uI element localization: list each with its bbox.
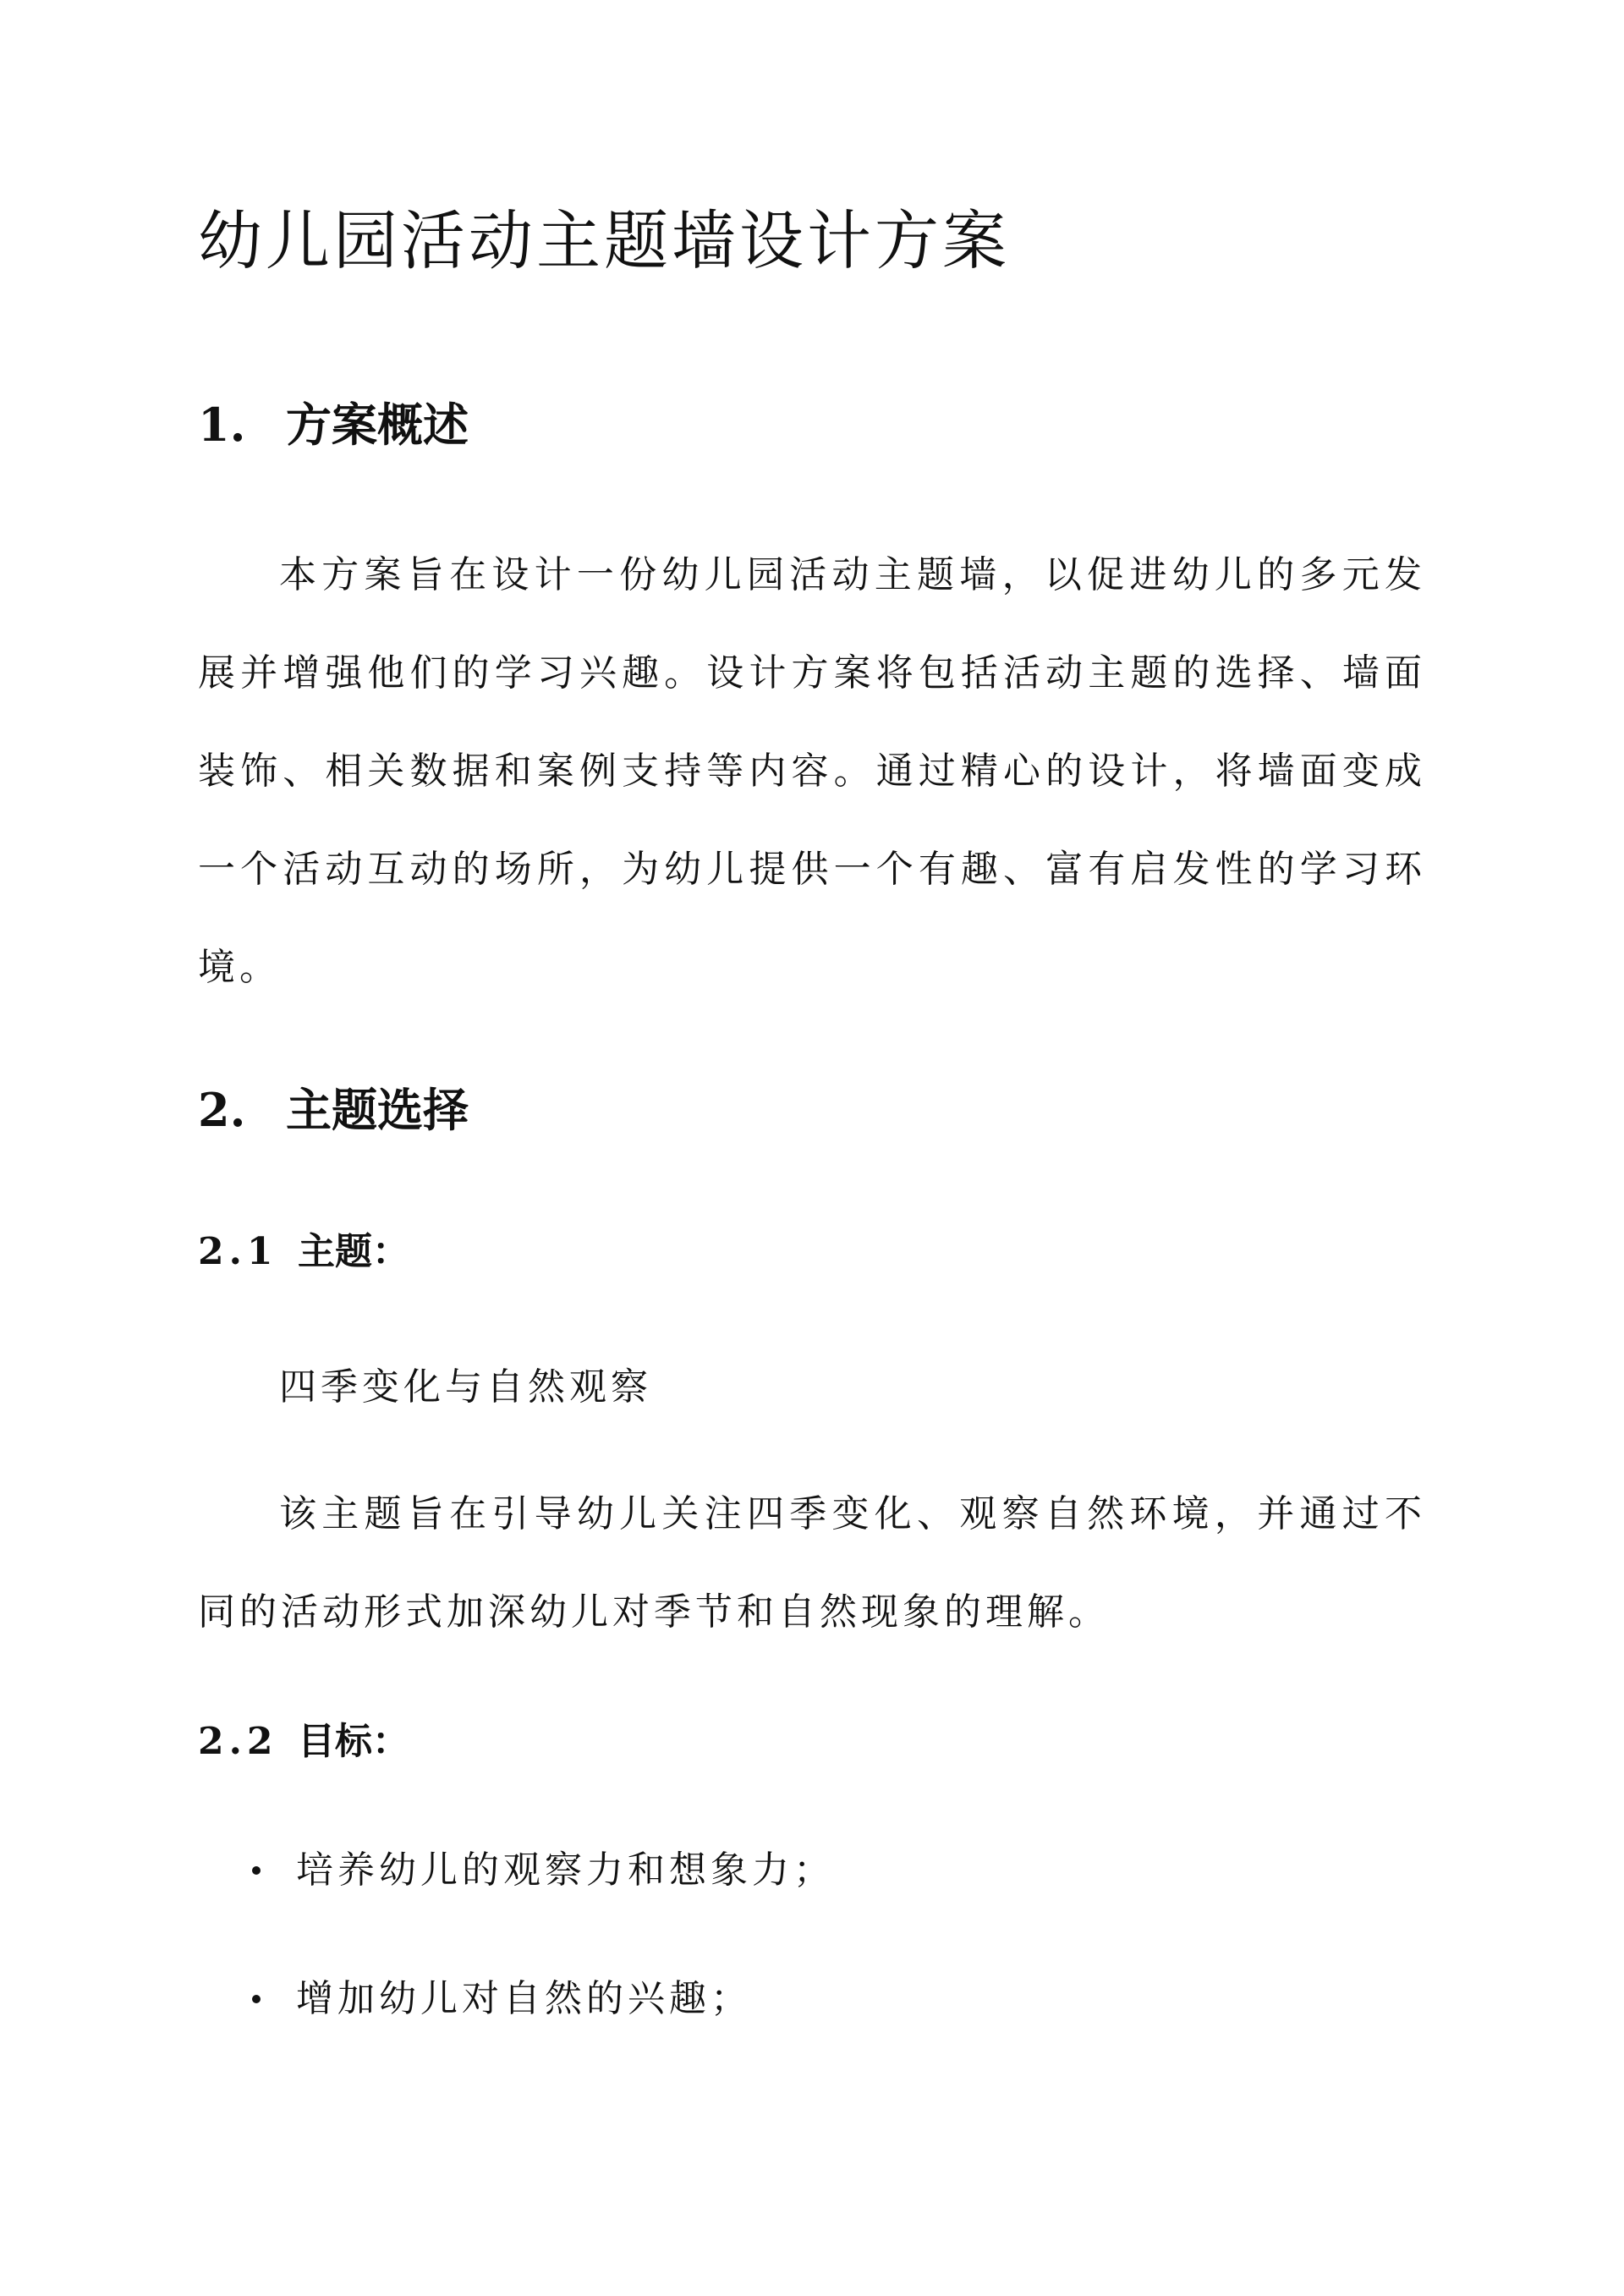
- subsection-2-2-title: 目标：: [298, 1720, 409, 1763]
- section-1-heading: [198, 391, 469, 459]
- document-title: 幼儿园活动主题墙设计方案: [198, 203, 1010, 278]
- subsection-2-2-number: 2.2: [198, 1720, 278, 1763]
- goal-text: 培养幼儿的观察力和想象力；: [296, 1848, 835, 1892]
- section-1-paragraph: 本方案旨在设计一份幼儿园活动主题墙，以促进幼儿的多元发展并增强他们的学习兴趣。设计方案将包括活动主题的选择、墙面装饰、相关数据和案例支持等内容。通过精心的设计，将墙面变成一个活动互动的场所，为幼儿提供一个有趣、富有启发性的学习环境。: [198, 553, 1426, 989]
- section-1-title: 方案概述: [286, 398, 469, 452]
- subsection-2-2-heading: [198, 1712, 409, 1771]
- theme-name: 四季变化与自然观察: [279, 1365, 652, 1409]
- subsection-2-1-number: 2.1: [198, 1230, 278, 1273]
- section-2-heading: [198, 1076, 469, 1144]
- section-2-title: 主题选择: [286, 1083, 469, 1137]
- section-2-number: 2.: [198, 1083, 246, 1137]
- subsection-2-1-paragraph: 该主题旨在引导幼儿关注四季变化、观察自然环境，并通过不同的活动形式加深幼儿对季节和自然现象的理解。: [198, 1492, 1426, 1634]
- bullet-icon: [252, 1866, 261, 1875]
- subsection-2-1-title: 主题：: [298, 1230, 409, 1273]
- subsection-2-1-heading: [198, 1222, 409, 1282]
- bullet-icon: [252, 1995, 261, 2003]
- goal-text: 增加幼儿对自然的兴趣；: [296, 1977, 752, 2020]
- section-1-number: 1.: [198, 398, 246, 452]
